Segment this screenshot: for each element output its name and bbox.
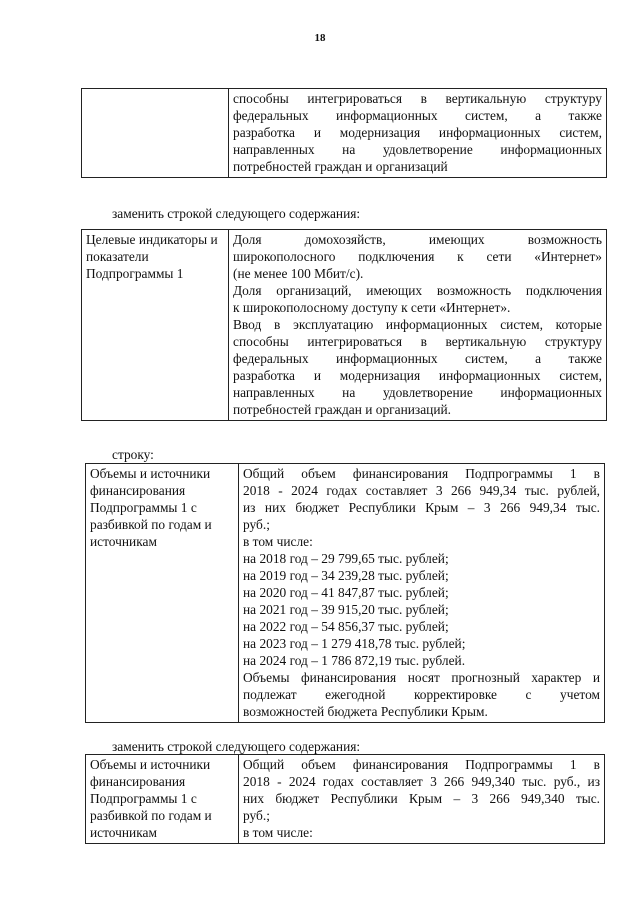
label-line: Целевые индикаторы и xyxy=(86,232,218,247)
label-line: Объемы и источники xyxy=(90,757,211,772)
label-line: Подпрограммы 1 с xyxy=(90,500,197,515)
table-cell-content xyxy=(239,464,605,723)
table-cell-content xyxy=(239,755,605,844)
page-number: 18 xyxy=(314,32,326,44)
text-line: Доля домохозяйств, имеющих возможность xyxy=(233,232,602,247)
text-line: на 2022 год – 54 856,37 тыс. рублей; xyxy=(243,619,449,634)
label-line: финансирования xyxy=(90,774,186,789)
text-line: 2018 - 2024 годах составляет 3 266 949,34 тыс. рублей, xyxy=(243,483,600,498)
text-line: возможностей бюджета Республики Крым. xyxy=(243,704,488,719)
text-line: на 2018 год – 29 799,65 тыс. рублей; xyxy=(243,551,449,566)
text-line: Ввод в эксплуатацию информационных систем, которые xyxy=(233,317,602,332)
table-continued-indicators xyxy=(81,88,607,178)
table-cell-label xyxy=(86,464,239,723)
table-financing-old xyxy=(85,463,605,723)
text-line: Общий объем финансирования Подпрограммы 1 в xyxy=(243,466,600,481)
table-target-indicators xyxy=(81,229,607,421)
table-cell-label xyxy=(82,230,229,421)
label-line: источникам xyxy=(90,534,157,549)
table-cell-label xyxy=(82,89,229,178)
text-line: на 2024 год – 1 786 872,19 тыс. рублей. xyxy=(243,653,466,668)
label-line: Объемы и источники xyxy=(90,466,211,481)
text-line: разработка и модернизация информационных систем, xyxy=(233,368,602,383)
table-cell-content xyxy=(229,230,607,421)
label-line: показатели xyxy=(86,249,149,264)
text-line: в том числе: xyxy=(243,825,313,840)
text-line: разработка и модернизация информационных систем, xyxy=(233,125,602,140)
text-line: потребностей граждан и организаций. xyxy=(233,402,452,417)
text-line: способны интегрироваться в вертикальную структуру xyxy=(233,334,602,349)
text-line: на 2023 год – 1 279 418,78 тыс. рублей; xyxy=(243,636,466,651)
text-line: на 2019 год – 34 239,28 тыс. рублей; xyxy=(243,568,449,583)
text-line: направленных на удовлетворение информационных xyxy=(233,385,602,400)
text-line: федеральных информационных систем, а также xyxy=(233,108,602,123)
table-financing-new xyxy=(85,754,605,844)
text-line: руб.; xyxy=(243,517,270,532)
text-line: широкополосного подключения к сети «Интернет» xyxy=(233,249,602,264)
text-line: из них бюджет Республики Крым – 3 266 949,34 тыс. xyxy=(243,500,600,515)
text-line: 2018 - 2024 годах составляет 3 266 949,340 тыс. руб., из xyxy=(243,774,600,789)
text-line: них бюджет Республики Крым – 3 266 949,340 тыс. xyxy=(243,791,600,806)
text-line: Доля организаций, имеющих возможность подключения xyxy=(233,283,602,298)
label-line: Подпрограммы 1 xyxy=(86,266,184,281)
label-line: разбивкой по годам и xyxy=(90,517,212,532)
table-cell-label xyxy=(86,755,239,844)
label-line: разбивкой по годам и xyxy=(90,808,212,823)
text-line: в том числе: xyxy=(243,534,313,549)
text-line: способны интегрироваться в вертикальную структуру xyxy=(233,91,602,106)
text-line: к широкополосному доступу к сети «Интернет». xyxy=(233,300,511,315)
label-line: финансирования xyxy=(90,483,186,498)
text-line: (не менее 100 Мбит/с). xyxy=(233,266,364,281)
text-line: руб.; xyxy=(243,808,270,823)
text-line: федеральных информационных систем, а также xyxy=(233,351,602,366)
table-cell-content xyxy=(229,89,607,178)
text-line: Объемы финансирования носят прогнозный характер и xyxy=(243,670,600,685)
row-caption: строку: xyxy=(112,447,154,462)
text-line: на 2021 год – 39 915,20 тыс. рублей; xyxy=(243,602,449,617)
text-line: Общий объем финансирования Подпрограммы 1 в xyxy=(243,757,600,772)
text-line: направленных на удовлетворение информационных xyxy=(233,142,602,157)
text-line: потребностей граждан и организаций xyxy=(233,159,448,174)
label-line: Подпрограммы 1 с xyxy=(90,791,197,806)
text-line: подлежат ежегодной корректировке с учетом xyxy=(243,687,600,702)
label-line: источникам xyxy=(90,825,157,840)
replace-caption: заменить строкой следующего содержания: xyxy=(112,739,361,754)
text-line: на 2020 год – 41 847,87 тыс. рублей; xyxy=(243,585,449,600)
replace-caption: заменить строкой следующего содержания: xyxy=(112,206,361,221)
